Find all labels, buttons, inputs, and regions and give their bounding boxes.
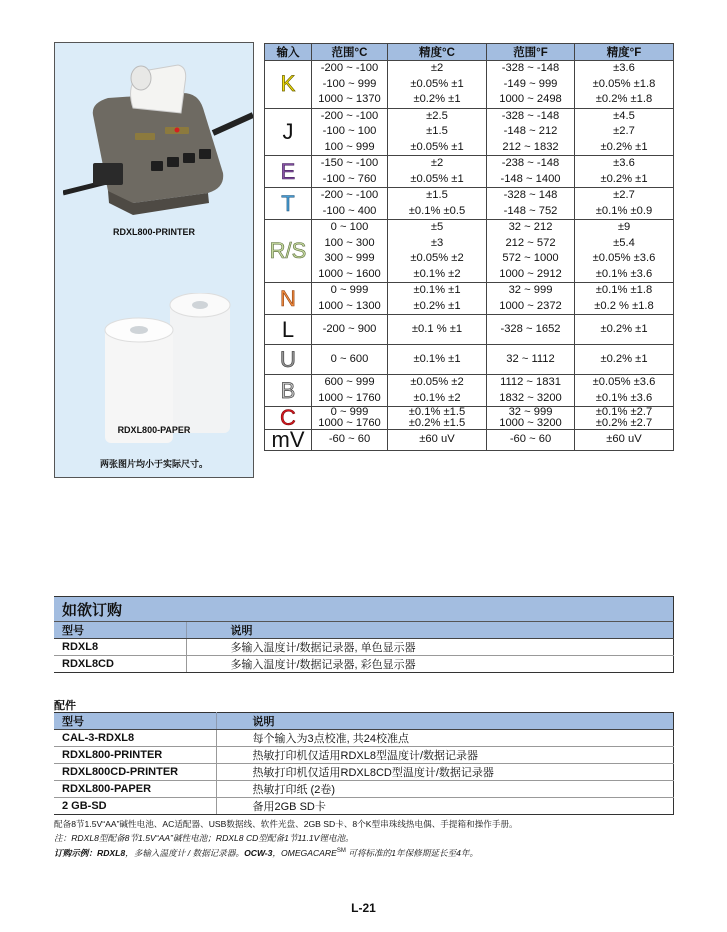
spec-cell-range-f: -148 ~ 1400	[487, 172, 575, 188]
spec-cell-accuracy-c: ±0.05% ±1	[388, 172, 487, 188]
spec-row	[265, 204, 674, 220]
spec-cell-accuracy-f: ±0.1% ±1.8	[575, 283, 674, 299]
spec-cell-range-f: 212 ~ 1832	[487, 140, 575, 156]
spec-cell-accuracy-f: ±0.1% ±2.7	[575, 407, 674, 419]
spec-cell-range-c: 1000 ~ 1760	[312, 391, 388, 407]
spec-cell-range-c: -100 ~ 100	[312, 124, 388, 140]
spec-cell-range-f: -328 ~ -148	[487, 61, 575, 77]
spec-cell-accuracy-c: ±0.05% ±1	[388, 77, 487, 93]
spec-cell-accuracy-c: ±0.2% ±1.5	[388, 418, 487, 430]
ordering-row	[54, 639, 674, 656]
spec-cell-range-f: 212 ~ 572	[487, 236, 575, 252]
spec-cell-accuracy-f: ±0.2% ±1	[575, 172, 674, 188]
spec-row	[265, 156, 674, 172]
spec-cell-accuracy-c: ±0.1% ±2	[388, 267, 487, 283]
spec-cell-accuracy-f: ±2.7	[575, 124, 674, 140]
thermocouple-type: U	[265, 345, 312, 375]
spec-cell-range-f: -328 ~ 1652	[487, 315, 575, 345]
spec-cell-accuracy-c: ±0.1% ±2	[388, 391, 487, 407]
accessory-description: 热敏打印机仅适用RDXL8CD型温度计/数据记录器	[216, 764, 674, 781]
spec-cell-range-f: -238 ~ -148	[487, 156, 575, 172]
example-text-2: ，OMEGACARE	[272, 847, 337, 858]
thermocouple-type: R/S	[265, 220, 312, 283]
spec-cell-accuracy-f: ±2.7	[575, 188, 674, 204]
spec-cell-accuracy-c: ±60 uV	[388, 430, 487, 451]
thermocouple-type: C	[265, 407, 312, 430]
paper-rolls-image	[85, 293, 235, 443]
accessory-description: 备用2GB SD卡	[216, 798, 674, 815]
spec-cell-accuracy-c: ±5	[388, 220, 487, 236]
spec-cell-accuracy-f: ±3.6	[575, 61, 674, 77]
spec-row	[265, 172, 674, 188]
spec-cell-accuracy-c: ±0.1% ±0.5	[388, 204, 487, 220]
spec-cell-range-f: 32 ~ 212	[487, 220, 575, 236]
spec-row	[265, 299, 674, 315]
accessory-model: RDXL800CD-PRINTER	[54, 764, 216, 781]
ordering-example	[54, 845, 518, 860]
accessory-description: 热敏打印纸 (2卷)	[216, 781, 674, 798]
header-input: 输入	[265, 44, 312, 61]
thermocouple-type: J	[265, 108, 312, 156]
spec-cell-range-c: 1000 ~ 1300	[312, 299, 388, 315]
spec-row	[265, 345, 674, 375]
spec-cell-range-f: -328 ~ 148	[487, 188, 575, 204]
spec-cell-accuracy-f: ±9	[575, 220, 674, 236]
product-photo-panel	[54, 42, 254, 478]
ordering-notes	[54, 818, 518, 860]
ordering-example-label: 订购示例：	[54, 847, 97, 858]
spec-cell-range-f: 32 ~ 999	[487, 283, 575, 299]
accessories-header-description: 说明	[216, 713, 674, 730]
thermocouple-type: B	[265, 375, 312, 407]
spec-row	[265, 61, 674, 77]
spec-cell-accuracy-c: ±0.2% ±1	[388, 299, 487, 315]
spec-row	[265, 92, 674, 108]
spec-cell-range-c: -200 ~ -100	[312, 61, 388, 77]
ordering-row	[54, 656, 674, 673]
header-accuracy-c: 精度°C	[388, 44, 487, 61]
ordering-header-model: 型号	[54, 622, 186, 639]
spec-cell-accuracy-c: ±0.1% ±1	[388, 345, 487, 375]
spec-cell-accuracy-f: ±0.2 % ±1.8	[575, 299, 674, 315]
spec-cell-range-c: -200 ~ -100	[312, 108, 388, 124]
accessories-table	[54, 712, 674, 815]
spec-cell-accuracy-f: ±0.05% ±3.6	[575, 375, 674, 391]
accessory-row	[54, 747, 674, 764]
spec-cell-range-c: 600 ~ 999	[312, 375, 388, 391]
spec-cell-range-c: 1000 ~ 1760	[312, 418, 388, 430]
spec-row	[265, 77, 674, 93]
spec-cell-accuracy-f: ±0.1% ±0.9	[575, 204, 674, 220]
included-items-note: 配备8节1.5V“AA”碱性电池、AC适配器、USB数据线、软件光盘、2GB SD卡、8个K型串珠线热电偶、手提箱和操作手册。	[54, 819, 518, 829]
spec-cell-range-c: -60 ~ 60	[312, 430, 388, 451]
spec-cell-range-f: 1000 ~ 2372	[487, 299, 575, 315]
spec-cell-accuracy-f: ±0.2% ±1	[575, 140, 674, 156]
ordering-table	[54, 596, 674, 673]
battery-note: 注：RDXL8型配备8节1.5V“AA”碱性电池；RDXL8 CD型配备1节11.1V锂电池。	[54, 832, 354, 843]
accessory-description: 每个输入为3点校准, 共24校准点	[216, 730, 674, 747]
spec-cell-range-f: -149 ~ 999	[487, 77, 575, 93]
example-model-2: OCW-3	[244, 847, 273, 858]
spec-cell-accuracy-c: ±0.05% ±2	[388, 251, 487, 267]
ordering-header-row	[54, 622, 674, 639]
spec-cell-accuracy-c: ±1.5	[388, 188, 487, 204]
header-accuracy-f: 精度°F	[575, 44, 674, 61]
spec-header-row	[265, 44, 674, 61]
spec-cell-range-c: -100 ~ 999	[312, 77, 388, 93]
ordering-title-row	[54, 597, 674, 622]
spec-cell-accuracy-c: ±0.2% ±1	[388, 92, 487, 108]
accessories-label: 配件	[54, 700, 76, 712]
example-text-3: 可将标准的1年保修期延长至4年。	[345, 847, 479, 858]
spec-cell-range-f: 1112 ~ 1831	[487, 375, 575, 391]
spec-row	[265, 236, 674, 252]
spec-row	[265, 418, 674, 430]
accessory-row	[54, 730, 674, 747]
spec-cell-accuracy-f: ±3.6	[575, 156, 674, 172]
spec-cell-accuracy-c: ±3	[388, 236, 487, 252]
accessory-row	[54, 764, 674, 781]
page-number: L-21	[351, 901, 376, 915]
thermocouple-spec-table	[264, 43, 674, 451]
spec-cell-accuracy-f: ±0.05% ±3.6	[575, 251, 674, 267]
spec-cell-range-f: 32 ~ 1112	[487, 345, 575, 375]
spec-row	[265, 140, 674, 156]
spec-cell-accuracy-f: ±0.2% ±1	[575, 345, 674, 375]
spec-cell-accuracy-f: ±5.4	[575, 236, 674, 252]
spec-cell-range-c: 0 ~ 999	[312, 283, 388, 299]
spec-cell-range-c: 100 ~ 999	[312, 140, 388, 156]
spec-cell-accuracy-f: ±0.2% ±2.7	[575, 418, 674, 430]
thermocouple-type: L	[265, 315, 312, 345]
ordering-header-description: 说明	[186, 622, 674, 639]
ordering-description: 多输入温度计/数据记录器, 彩色显示器	[186, 656, 674, 673]
spec-cell-range-f: -60 ~ 60	[487, 430, 575, 451]
spec-row	[265, 267, 674, 283]
spec-cell-accuracy-c: ±0.1% ±1	[388, 283, 487, 299]
spec-cell-range-c: -100 ~ 400	[312, 204, 388, 220]
spec-cell-range-c: 300 ~ 999	[312, 251, 388, 267]
printer-image	[63, 53, 253, 228]
spec-cell-accuracy-c: ±0.1% ±1.5	[388, 407, 487, 419]
spec-cell-range-c: 0 ~ 600	[312, 345, 388, 375]
spec-row	[265, 188, 674, 204]
spec-cell-accuracy-c: ±0.05% ±2	[388, 375, 487, 391]
spec-cell-range-f: 1000 ~ 2498	[487, 92, 575, 108]
spec-cell-range-f: -328 ~ -148	[487, 108, 575, 124]
image-size-note: 两张图片均小于实际尺寸。	[99, 459, 208, 469]
spec-cell-range-c: 0 ~ 100	[312, 220, 388, 236]
spec-cell-range-f: 1000 ~ 2912	[487, 267, 575, 283]
spec-row	[265, 391, 674, 407]
spec-cell-accuracy-c: ±0.1 % ±1	[388, 315, 487, 345]
spec-cell-range-f: -148 ~ 212	[487, 124, 575, 140]
ordering-model: RDXL8	[54, 639, 186, 656]
spec-row	[265, 283, 674, 299]
spec-cell-accuracy-f: ±0.2% ±1.8	[575, 92, 674, 108]
thermocouple-type: T	[265, 188, 312, 220]
paper-caption: RDXL800-PAPER	[117, 425, 191, 435]
spec-cell-range-f: 1832 ~ 3200	[487, 391, 575, 407]
spec-cell-accuracy-c: ±2	[388, 156, 487, 172]
spec-cell-range-f: 572 ~ 1000	[487, 251, 575, 267]
spec-cell-range-c: 0 ~ 999	[312, 407, 388, 419]
spec-cell-range-c: -200 ~ -100	[312, 188, 388, 204]
ordering-title: 如欲订购	[54, 597, 674, 622]
thermocouple-type: K	[265, 61, 312, 109]
spec-cell-range-c: 1000 ~ 1600	[312, 267, 388, 283]
accessory-row	[54, 781, 674, 798]
spec-cell-accuracy-f: ±0.2% ±1	[575, 315, 674, 345]
spec-row	[265, 124, 674, 140]
ordering-model: RDXL8CD	[54, 656, 186, 673]
spec-cell-range-c: -100 ~ 760	[312, 172, 388, 188]
accessories-header-row	[54, 713, 674, 730]
accessory-model: CAL-3-RDXL8	[54, 730, 216, 747]
spec-cell-accuracy-c: ±2.5	[388, 108, 487, 124]
spec-cell-range-f: 32 ~ 999	[487, 407, 575, 419]
accessory-description: 热敏打印机仅适用RDXL8型温度计/数据记录器	[216, 747, 674, 764]
header-range-c: 范围°C	[312, 44, 388, 61]
spec-cell-range-c: -150 ~ -100	[312, 156, 388, 172]
spec-cell-accuracy-f: ±0.1% ±3.6	[575, 391, 674, 407]
thermocouple-type: E	[265, 156, 312, 188]
spec-cell-accuracy-c: ±2	[388, 61, 487, 77]
spec-cell-accuracy-f: ±0.1% ±3.6	[575, 267, 674, 283]
service-mark: SM	[336, 848, 346, 854]
spec-cell-range-c: 1000 ~ 1370	[312, 92, 388, 108]
spec-row	[265, 315, 674, 345]
spec-cell-accuracy-f: ±60 uV	[575, 430, 674, 451]
spec-row	[265, 108, 674, 124]
thermocouple-type: mV	[265, 430, 312, 451]
accessory-row	[54, 798, 674, 815]
spec-row	[265, 375, 674, 391]
spec-cell-range-c: -200 ~ 900	[312, 315, 388, 345]
ordering-description: 多输入温度计/数据记录器, 单色显示器	[186, 639, 674, 656]
accessories-header-model: 型号	[54, 713, 216, 730]
spec-cell-accuracy-f: ±4.5	[575, 108, 674, 124]
spec-row	[265, 430, 674, 451]
spec-cell-accuracy-c: ±1.5	[388, 124, 487, 140]
spec-cell-range-f: -148 ~ 752	[487, 204, 575, 220]
accessory-model: 2 GB-SD	[54, 798, 216, 815]
thermocouple-type: N	[265, 283, 312, 315]
spec-cell-range-f: 1000 ~ 3200	[487, 418, 575, 430]
example-text-1: ，多输入温度计 / 数据记录器。	[125, 847, 245, 858]
spec-cell-accuracy-c: ±0.05% ±1	[388, 140, 487, 156]
spec-cell-accuracy-f: ±0.05% ±1.8	[575, 77, 674, 93]
spec-cell-range-c: 100 ~ 300	[312, 236, 388, 252]
spec-row	[265, 220, 674, 236]
header-range-f: 范围°F	[487, 44, 575, 61]
spec-row	[265, 251, 674, 267]
example-model-1: RDXL8	[96, 847, 126, 858]
accessory-model: RDXL800-PRINTER	[54, 747, 216, 764]
printer-caption: RDXL800-PRINTER	[112, 227, 195, 237]
accessory-model: RDXL800-PAPER	[54, 781, 216, 798]
